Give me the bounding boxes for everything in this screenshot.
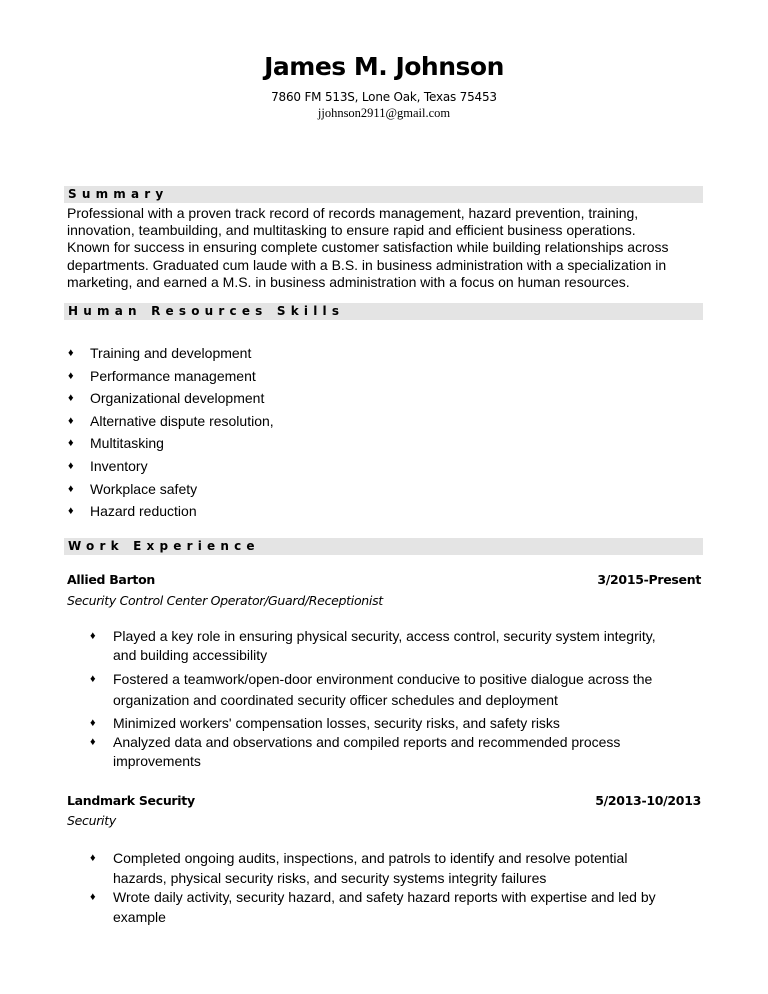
skills-heading: Human Resources Skills: [68, 304, 345, 318]
job-bullet: ♦ Analyzed data and observations and compiled reports and recommended process improvements: [90, 734, 621, 769]
diamond-bullet-icon: ♦: [90, 736, 96, 748]
diamond-bullet-icon: ♦: [68, 347, 74, 359]
summary-line: innovation, teambuilding, and multitasking to ensure rapid and efficient business operations.: [67, 222, 636, 239]
summary-line: Known for success in ensuring complete customer satisfaction while building relationships across: [67, 239, 669, 256]
diamond-bullet-icon: ♦: [68, 459, 74, 472]
job-title: Security Control Center Operator/Guard/Receptionist: [67, 593, 383, 608]
skill-item: ♦ Workplace safety: [66, 478, 274, 501]
experience-heading-bar: [64, 538, 703, 555]
diamond-bullet-icon: ♦: [68, 369, 74, 382]
job-company: Landmark Security: [67, 793, 195, 808]
summary-heading: Summary: [68, 187, 169, 201]
summary-line: departments. Graduated cum laude with a B.S. in business administration with a specialization in: [67, 256, 667, 273]
diamond-bullet-icon: ♦: [68, 437, 74, 450]
skill-item: ♦ Organizational development: [66, 387, 274, 410]
diamond-bullet-icon: ♦: [68, 392, 74, 405]
skill-item: ♦ Inventory: [66, 455, 274, 478]
job-dates: 3/2015-Present: [597, 572, 701, 587]
summary-text: [67, 205, 707, 291]
experience-heading: Work Experience: [68, 539, 260, 553]
skill-item: ♦ Training and development: [66, 342, 274, 365]
job-bullet: ♦ Minimized workers' compensation losses, security risks, and safety risks: [90, 715, 560, 731]
job-bullet: ♦ Played a key role in ensuring physical security, access control, security system integrity, and building accessibility: [90, 628, 656, 663]
skill-item: ♦ Multitasking: [66, 432, 274, 455]
skill-item: ♦ Performance management: [66, 365, 274, 388]
job-header: [67, 793, 701, 808]
job-bullet: ♦ Wrote daily activity, security hazard, and safety hazard reports with expertise and led by example: [90, 889, 656, 925]
summary-heading-bar: [64, 186, 703, 203]
summary-line: marketing, and earned a M.S. in business administration with a focus on human resources.: [67, 273, 630, 290]
job-bullets: [88, 627, 688, 771]
diamond-bullet-icon: ♦: [90, 852, 96, 864]
skills-heading-bar: [64, 303, 703, 320]
job-bullet: ♦ Completed ongoing audits, inspections, and patrols to identify and resolve potential hazards, physical security risks, and security systems integrity failures: [90, 850, 628, 886]
job-header: [67, 572, 701, 587]
candidate-address: 7860 FM 513S, Lone Oak, Texas 75453: [271, 90, 497, 104]
diamond-bullet-icon: ♦: [68, 505, 74, 518]
candidate-name: James M. Johnson: [264, 52, 504, 81]
skill-item: ♦ Alternative dispute resolution,: [66, 410, 274, 433]
diamond-bullet-icon: ♦: [90, 673, 96, 685]
job-bullet: ♦ Fostered a teamwork/open-door environment conducive to positive dialogue across the organization and coordinated security officer schedules and deployment: [90, 671, 653, 708]
diamond-bullet-icon: ♦: [68, 482, 74, 495]
skills-list: [66, 342, 274, 523]
job-bullets: [88, 849, 688, 927]
job-dates: 5/2013-10/2013: [595, 793, 701, 808]
diamond-bullet-icon: ♦: [90, 717, 96, 729]
diamond-bullet-icon: ♦: [90, 891, 96, 903]
summary-line: Professional with a proven track record of records management, hazard prevention, training,: [67, 205, 639, 221]
candidate-email: jjohnson2911@gmail.com: [317, 106, 451, 120]
diamond-bullet-icon: ♦: [68, 414, 74, 427]
skill-item: ♦ Hazard reduction: [66, 500, 274, 523]
job-title: Security: [67, 813, 116, 828]
diamond-bullet-icon: ♦: [90, 630, 96, 642]
job-company: Allied Barton: [67, 572, 155, 587]
